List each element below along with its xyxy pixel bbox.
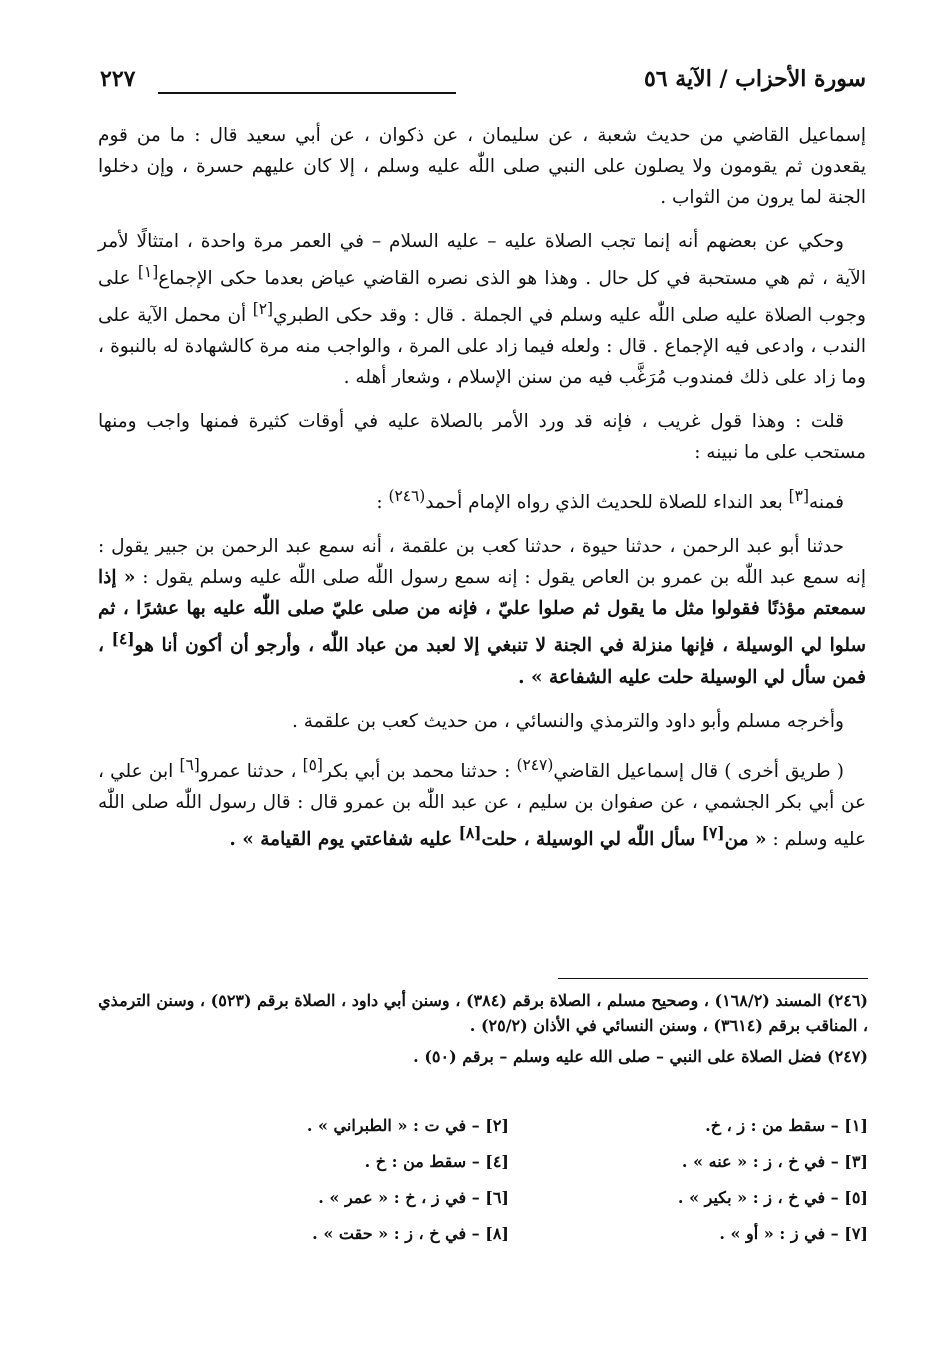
paragraph-4 bbox=[98, 481, 866, 518]
text-run: على وجوب الصلاة عليه صلى اللّٰه عليه وسلم في الجملة . قال : وقد حكى الطبري bbox=[98, 268, 866, 327]
notes-row bbox=[150, 1152, 868, 1188]
running-header bbox=[100, 66, 866, 106]
note-marker-6: [٦] bbox=[179, 755, 200, 774]
note-1: [١] – سقط من : ز ، خ. bbox=[705, 1116, 868, 1135]
note-7: [٧] – في ز : « أو » . bbox=[719, 1224, 868, 1243]
hadith-quote: « إذا سمعتم مؤذنًا فقولوا مثل ما يقول ثم صلوا عليّ ، فإنه من صلى عليّ صلى اللّٰه عليه بها عشرًا ، ثم سلوا لي الوسيلة ، فإنها منزلة في الجنة لا تنبغي إلا لعبد من عباد اللّٰه ، وأرجو أن أكون أنا هو bbox=[98, 567, 866, 657]
reference-247: (٢٤٧) فضل الصلاة على النبي – صلى الله عليه وسلم – برقم (٥٠) . bbox=[413, 1047, 868, 1066]
note-5: [٥] – في خ ، ز : « بكير » . bbox=[677, 1188, 868, 1207]
note-marker-5: [٥] bbox=[302, 755, 323, 774]
reference-marker-247: (٢٤٧) bbox=[516, 755, 554, 774]
note-marker-1: [١] bbox=[137, 263, 159, 281]
paragraph-1: إسماعيل القاضي من حديث شعبة ، عن سليمان ، عن ذكوان ، عن أبي سعيد قال : ما من قوم يقعدون ثم يقومون ولا يصلون على النبي صلى اللّٰه عليه وسلم ، إلا كان عليهم حسرة ، وإن دخلوا الجنة لما يرون من الثواب . bbox=[98, 125, 866, 208]
note-2: [٢] – في ت : « الطبراني » . bbox=[306, 1116, 509, 1135]
note-4: [٤] – سقط من : خ . bbox=[364, 1152, 509, 1171]
note-marker-7: [٧] bbox=[701, 823, 725, 842]
note-marker-2: [٢] bbox=[252, 300, 274, 319]
reference-marker-246: (٢٤٦) bbox=[388, 487, 426, 506]
notes-row bbox=[150, 1116, 868, 1152]
notes-row bbox=[150, 1188, 868, 1224]
notes-row bbox=[150, 1224, 868, 1260]
text-run: فمنه bbox=[808, 492, 844, 514]
hadith-quote-end: عليه شفاعتي يوم القيامة » . bbox=[229, 828, 459, 850]
footnote-separator bbox=[558, 978, 868, 979]
note-marker-3: [٣] bbox=[788, 487, 809, 506]
paragraph-5-hadith bbox=[98, 531, 866, 692]
paragraph-2 bbox=[98, 226, 866, 393]
paragraph-7 bbox=[98, 750, 866, 855]
reference-246: (٢٤٦) المسند (١٦٨/٢) ، وصحيح مسلم ، الصلاة برقم (٣٨٤) ، وسنن أبي داود ، الصلاة برقم (٥٢٣) ، وسنن الترمذي ، المناقب برقم (٣٦١٤) ، وسنن النسائي في الأذان (٢٥/٢) . bbox=[98, 991, 868, 1035]
note-3: [٣] – في خ ، ز : « عنه » . bbox=[681, 1152, 868, 1171]
text-run: وحكي عن بعضهم أنه إنما تجب الصلاة عليه – عليه السلام – في العمر مرة واحدة ، امتثالًا لأمر الآية ، ثم هي مستحبة في كل حال . وهذا هو الذى نصره القاضي عياض بعدما حكى الإجماع bbox=[98, 231, 866, 290]
paragraph-6: وأخرجه مسلم وأبو داود والترمذي والنسائي ، من حديث كعب بن علقمة . bbox=[292, 710, 844, 732]
hadith-quote: سأل اللّٰه لي الوسيلة ، حلت bbox=[481, 828, 702, 850]
variant-notes bbox=[150, 1116, 868, 1260]
text-run: بعد النداء للصلاة للحديث الذي رواه الإمام أحمد bbox=[425, 492, 789, 514]
paragraph-3: قلت : وهذا قول غريب ، فإنه قد ورد الأمر بالصلاة عليه في أوقات كثيرة فمنها واجب ومنها مستحب على ما نبينه : bbox=[98, 411, 866, 464]
text-run: ( طريق أخرى ) قال إسماعيل القاضي bbox=[553, 760, 844, 782]
text-run: : bbox=[376, 492, 389, 514]
hadith-quote-end: ، فمن سأل لي الوسيلة حلت عليه الشفاعة » . bbox=[98, 635, 866, 688]
page-number: ٢٢٧ bbox=[100, 66, 136, 92]
surah-title: سورة الأحزاب / الآية ٥٦ bbox=[643, 66, 866, 92]
hadith-quote: « من bbox=[724, 828, 767, 850]
text-run: ابن علي ، عن أبي بكر الجشمي ، عن صفوان بن سليم ، عن عبد اللّٰه بن عمرو قال : قال رسول اللّٰه صلى اللّٰه عليه وسلم : bbox=[98, 760, 866, 850]
text-run: ، حدثنا عمرو bbox=[199, 760, 303, 782]
text-run: حدثنا أبو عبد الرحمن ، حدثنا حيوة ، حدثنا كعب بن علقمة ، أنه سمع عبد الرحمن بن جبير يقول : إنه سمع عبد اللّٰه بن عمرو بن العاص يقول : إنه سمع رسول اللّٰه صلى اللّٰه عليه وسلم يقول : bbox=[98, 536, 866, 589]
note-marker-4: [٤] bbox=[111, 630, 135, 649]
note-8: [٨] – في خ ، ز : « حقت » . bbox=[312, 1224, 509, 1243]
reference-footnotes bbox=[98, 988, 868, 1075]
main-text bbox=[98, 120, 866, 868]
header-rule bbox=[158, 92, 456, 94]
note-marker-8: [٨] bbox=[458, 823, 482, 842]
note-6: [٦] – في ز ، خ : « عمر » . bbox=[318, 1188, 509, 1207]
text-run: : حدثنا محمد بن أبي بكر bbox=[322, 760, 517, 782]
text-run: أن محمل الآية على الندب ، وادعى فيه الإجماع . قال : ولعله فيما زاد على المرة ، والواجب منه مرة كالشهادة له بالنبوة ، وما زاد على ذلك فمندوب مُرَغَّب فيه من سنن الإسلام ، وشعار أهله . bbox=[98, 305, 866, 389]
